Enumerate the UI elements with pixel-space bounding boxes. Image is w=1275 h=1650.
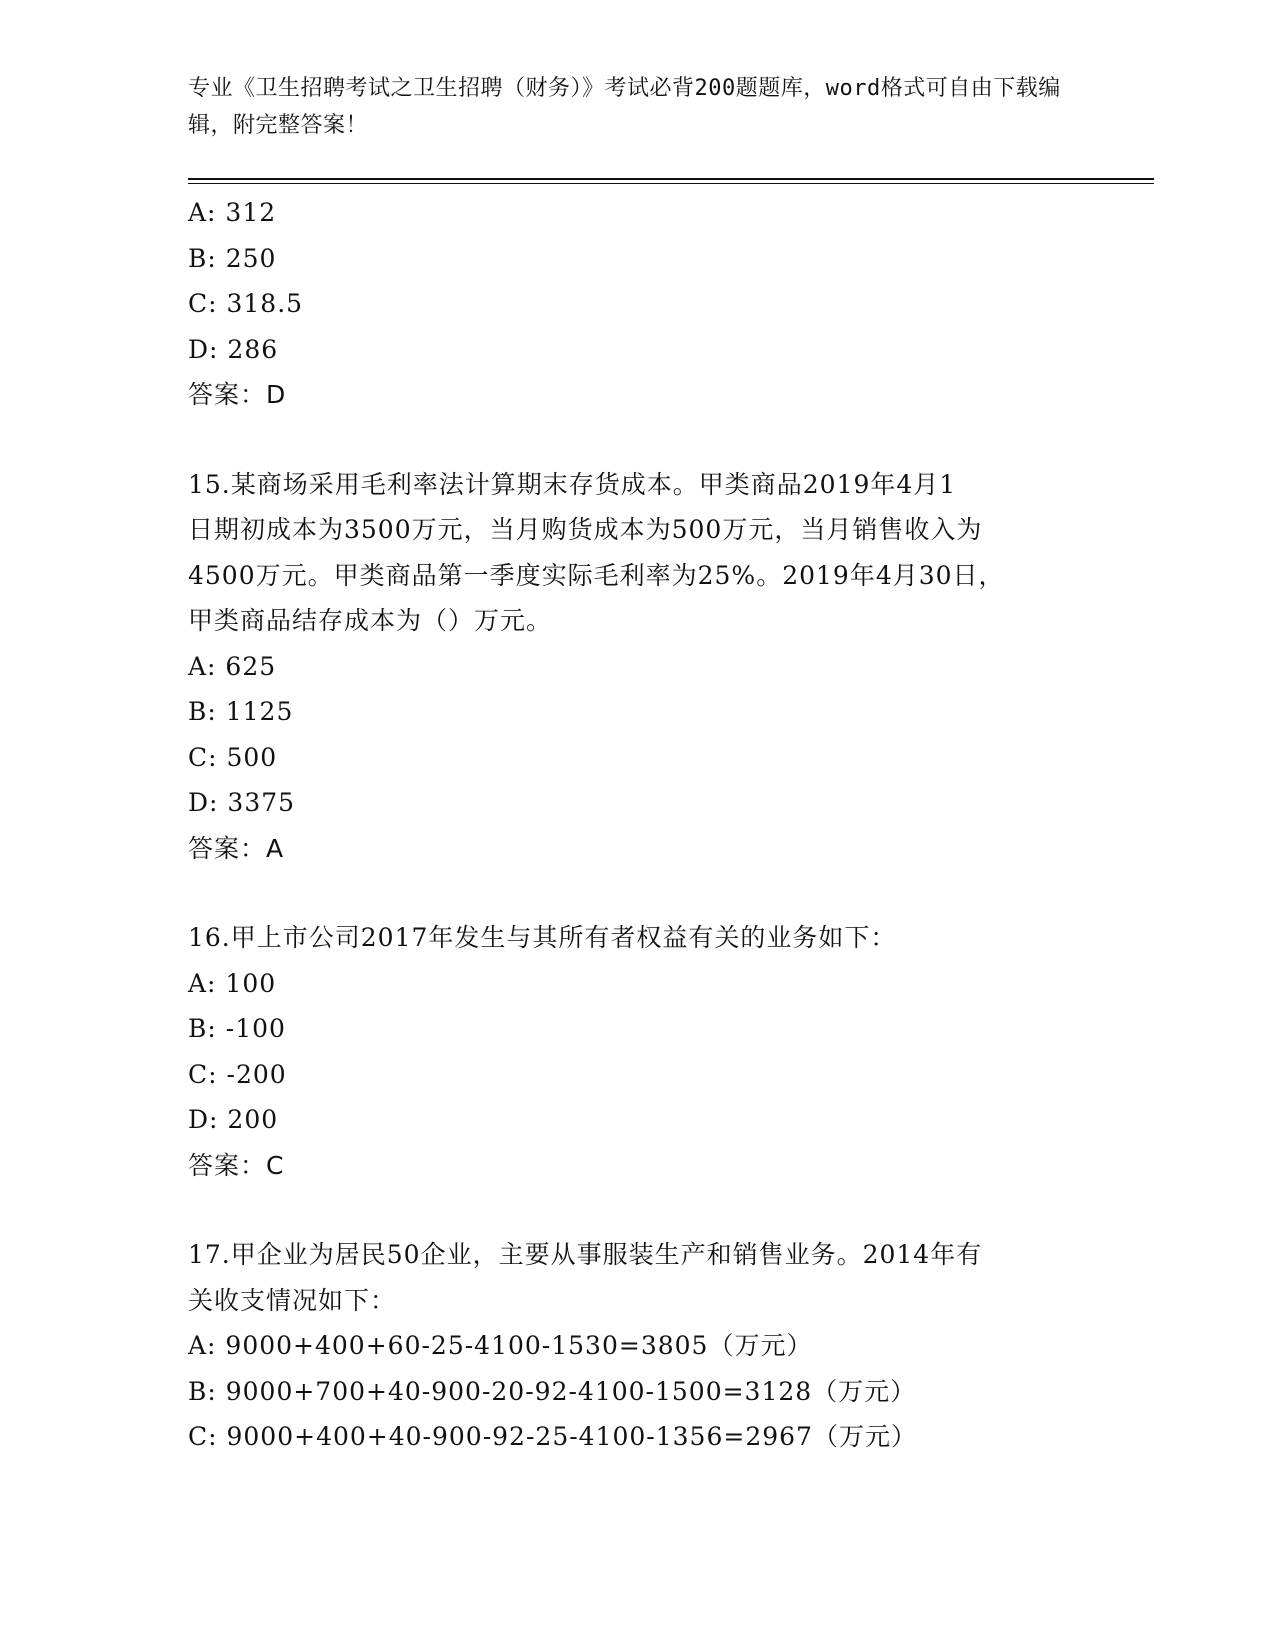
question-15 [188,462,1088,872]
option-c: C: 500 [188,742,278,772]
question-stem-line: 日期初成本为3500万元，当月购货成本为500万元，当月销售收入为 [188,515,983,544]
header-rule-thin [188,183,1154,184]
option-d: D: 3375 [188,788,296,817]
answer-line: 答案：A [188,833,285,863]
question-stem-line: 17.甲企业为居民50企业，主要从事服装生产和销售业务。2014年有 [188,1240,983,1269]
option-a: A: 625 [188,651,277,681]
document-header [188,70,1068,144]
question-gap [188,871,1088,915]
question-stem-line: 4500万元。甲类商品第一季度实际毛利率为25%。2019年4月30日， [188,560,1005,590]
option-b: B: -100 [188,1014,286,1043]
header-rule-thick [188,178,1154,180]
option-b: B: 250 [188,243,277,273]
question-list [188,190,1088,1460]
question-stem-line: 关收支情况如下： [188,1285,397,1315]
option-d: D: 286 [188,334,279,364]
answer-line: 答案：D [188,380,287,409]
option-c: C: -200 [188,1059,287,1089]
option-a: A: 9000+400+60-25-4100-1530=3805（万元） [188,1331,813,1360]
option-d: D: 200 [188,1105,279,1134]
question-gap [188,418,1088,462]
question-stem-line: 16.甲上市公司2017年发生与其所有者权益有关的业务如下： [188,923,897,952]
option-b: B: 9000+700+40-900-20-92-4100-1500=3128（万元） [188,1376,917,1406]
question-14 [188,190,1088,418]
question-gap [188,1188,1088,1232]
header-title: 专业《卫生招聘考试之卫生招聘（财务）》考试必背200题题库，word格式可自由下载编辑，附完整答案！ [188,76,1061,138]
option-a: A: 100 [188,968,277,998]
option-a: A: 312 [188,198,277,227]
question-17 [188,1232,1088,1460]
question-stem-line: 15.某商场采用毛利率法计算期末存货成本。甲类商品2019年4月1 [188,469,957,499]
option-c: C: 318.5 [188,289,304,318]
option-b: B: 1125 [188,697,294,726]
question-16 [188,915,1088,1188]
answer-line: 答案：C [188,1150,285,1180]
option-c: C: 9000+400+40-900-92-25-4100-1356=2967（万元） [188,1422,917,1451]
question-stem-line: 甲类商品结存成本为（）万元。 [188,606,553,635]
